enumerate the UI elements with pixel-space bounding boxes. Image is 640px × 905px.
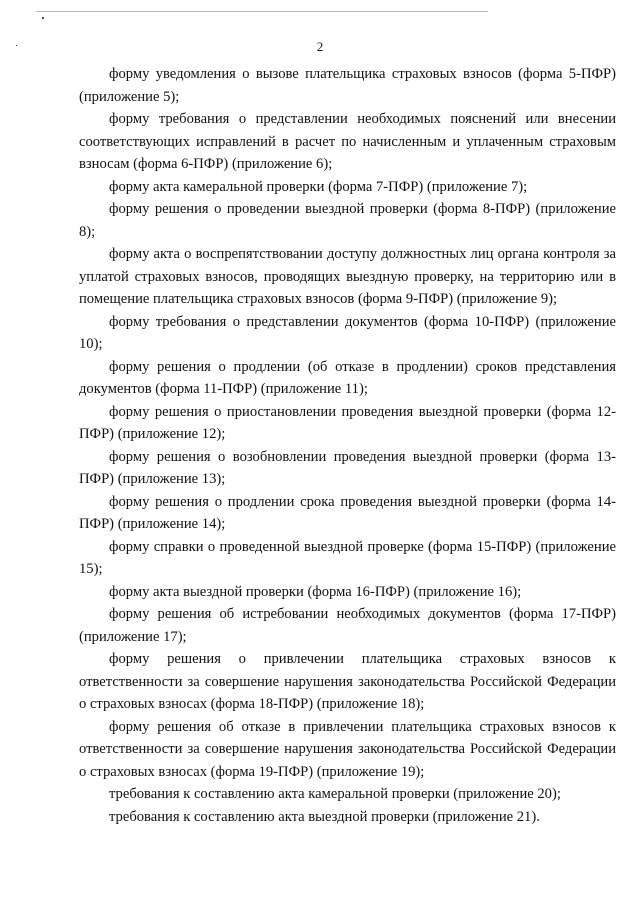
document-body xyxy=(79,63,616,828)
paragraph: форму акта выездной проверки (форма 16-ПФР) (приложение 16); xyxy=(109,583,522,600)
paragraph: форму решения о проведении выездной проверки (форма 8-ПФР) (приложение 8); xyxy=(79,201,616,240)
paragraph: форму решения об отказе в привлечении плательщика страховых взносов к ответственности за совершение нарушения законодательства Российской Федерации о страховых взносах (форма 19-ПФР) (приложение 19); xyxy=(79,718,616,780)
paragraph: форму решения об истребовании необходимых документов (форма 17-ПФР) (приложение 17); xyxy=(79,606,616,645)
paragraph: форму акта о воспрепятствовании доступу должностных лиц органа контроля за уплатой страховых взносов, проводящих выездную проверку, на территорию или в помещение плательщика страховых взносов (форма 9-ПФР) (приложение 9); xyxy=(79,246,616,307)
paragraph: форму решения о приостановлении проведения выездной проверки (форма 12-ПФР) (приложение 12); xyxy=(79,403,616,442)
paragraph: требования к составлению акта камеральной проверки (приложение 20); xyxy=(109,786,561,802)
paragraph: форму решения о привлечении плательщика страховых взносов к ответственности за совершение нарушения законодательства Российской Федерации о страховых взносах (форма 18-ПФР) (приложение 18); xyxy=(79,651,616,712)
scan-speck xyxy=(42,17,44,19)
paragraph: форму акта камеральной проверки (форма 7-ПФР) (приложение 7); xyxy=(109,178,528,195)
page-number: 2 xyxy=(316,39,324,54)
paragraph: форму решения о продлении срока проведения выездной проверки (форма 14-ПФР) (приложение 14); xyxy=(79,493,616,532)
paragraph: форму решения о возобновлении проведения выездной проверки (форма 13-ПФР) (приложение 13); xyxy=(79,448,616,487)
paragraph: форму решения о продлении (об отказе в продлении) сроков представления документов (форма 11-ПФР) (приложение 11); xyxy=(79,358,616,397)
paragraph: форму уведомления о вызове плательщика страховых взносов (форма 5-ПФР) (приложение 5); xyxy=(79,66,616,105)
paragraph: форму требования о представлении необходимых пояснений или внесении соответствующих исправлений в расчет по начисленным и уплаченным страховым взносам (форма 6-ПФР) (приложение 6); xyxy=(79,111,616,172)
paragraph: требования к составлению акта выездной проверки (приложение 21). xyxy=(109,808,540,825)
scan-top-edge-line xyxy=(36,11,488,12)
paragraph: форму справки о проведенной выездной проверке (форма 15-ПФР) (приложение 15); xyxy=(79,538,616,577)
paragraph: форму требования о представлении документов (форма 10-ПФР) (приложение 10); xyxy=(79,313,616,352)
